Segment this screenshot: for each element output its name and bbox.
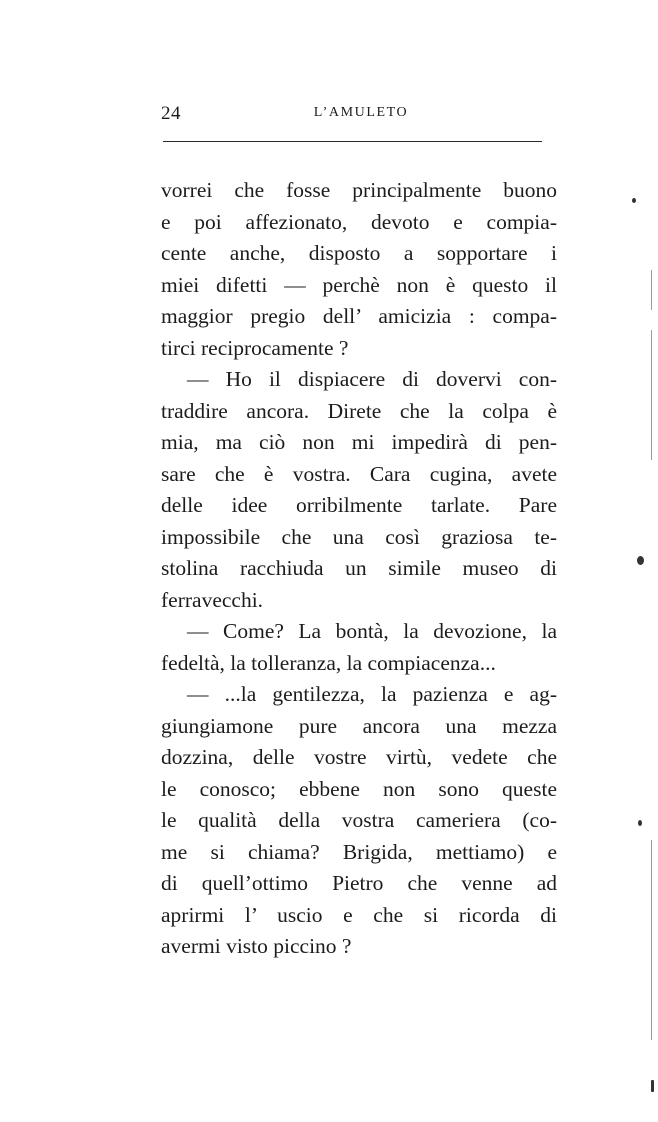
text-line: dozzina, delle vostre virtù, vedete che — [161, 745, 557, 769]
text-line: di quell’ottimo Pietro che venne ad — [161, 871, 557, 895]
text-line: e poi affezionato, devoto e compia- — [161, 209, 557, 234]
text-line: le qualità della vostra cameriera (co- — [161, 808, 557, 832]
scan-speck — [632, 198, 636, 203]
scan-edge-mark — [651, 270, 652, 310]
text-line: maggior pregio dell’ amicizia : compa- — [161, 304, 557, 328]
text-line: le conosco; ebbene non sono queste — [161, 776, 557, 801]
page-header — [161, 103, 561, 129]
text-line: aprirmi l’ uscio e che si ricorda di — [161, 902, 557, 927]
text-line: tirci reciprocamente ? — [161, 335, 349, 360]
text-line: — Ho il dispiacere di dovervi con- — [187, 367, 557, 391]
text-line: — Come? La bontà, la devozione, la — [187, 619, 557, 643]
running-title: L’AMULETO — [313, 105, 409, 120]
text-line: stolina racchiuda un simile museo di — [161, 556, 557, 580]
scan-speck — [651, 1080, 654, 1092]
text-line: traddire ancora. Direte che la colpa è — [161, 398, 557, 423]
scan-speck — [638, 820, 642, 826]
scan-edge-mark — [651, 330, 652, 460]
text-line: mia, ma ciò non mi impedirà di pen- — [161, 430, 557, 454]
page-number: 24 — [161, 103, 181, 124]
text-line: vorrei che fosse principalmente buono — [161, 178, 557, 202]
scan-edge-mark — [651, 840, 652, 1040]
text-line: avermi visto piccino ? — [161, 934, 352, 958]
body-text — [161, 175, 557, 963]
text-line: delle idee orribilmente tarlate. Pare — [161, 493, 557, 517]
header-rule — [163, 141, 542, 142]
text-line: — ...la gentilezza, la pazienza e ag- — [187, 682, 557, 706]
text-line: me si chiama? Brigida, mettiamo) e — [161, 839, 557, 864]
text-line: miei difetti — perchè non è questo il — [161, 272, 557, 297]
text-line: sare che è vostra. Cara cugina, avete — [161, 461, 557, 486]
text-line: giungiamone pure ancora una mezza — [161, 713, 557, 738]
text-line: cente anche, disposto a sopportare i — [161, 241, 557, 265]
text-line: impossibile che una così graziosa te- — [161, 524, 557, 549]
text-line: ferravecchi. — [161, 587, 264, 612]
scan-speck — [637, 556, 644, 565]
text-line: fedeltà, la tolleranza, la compiacenza... — [161, 650, 496, 675]
